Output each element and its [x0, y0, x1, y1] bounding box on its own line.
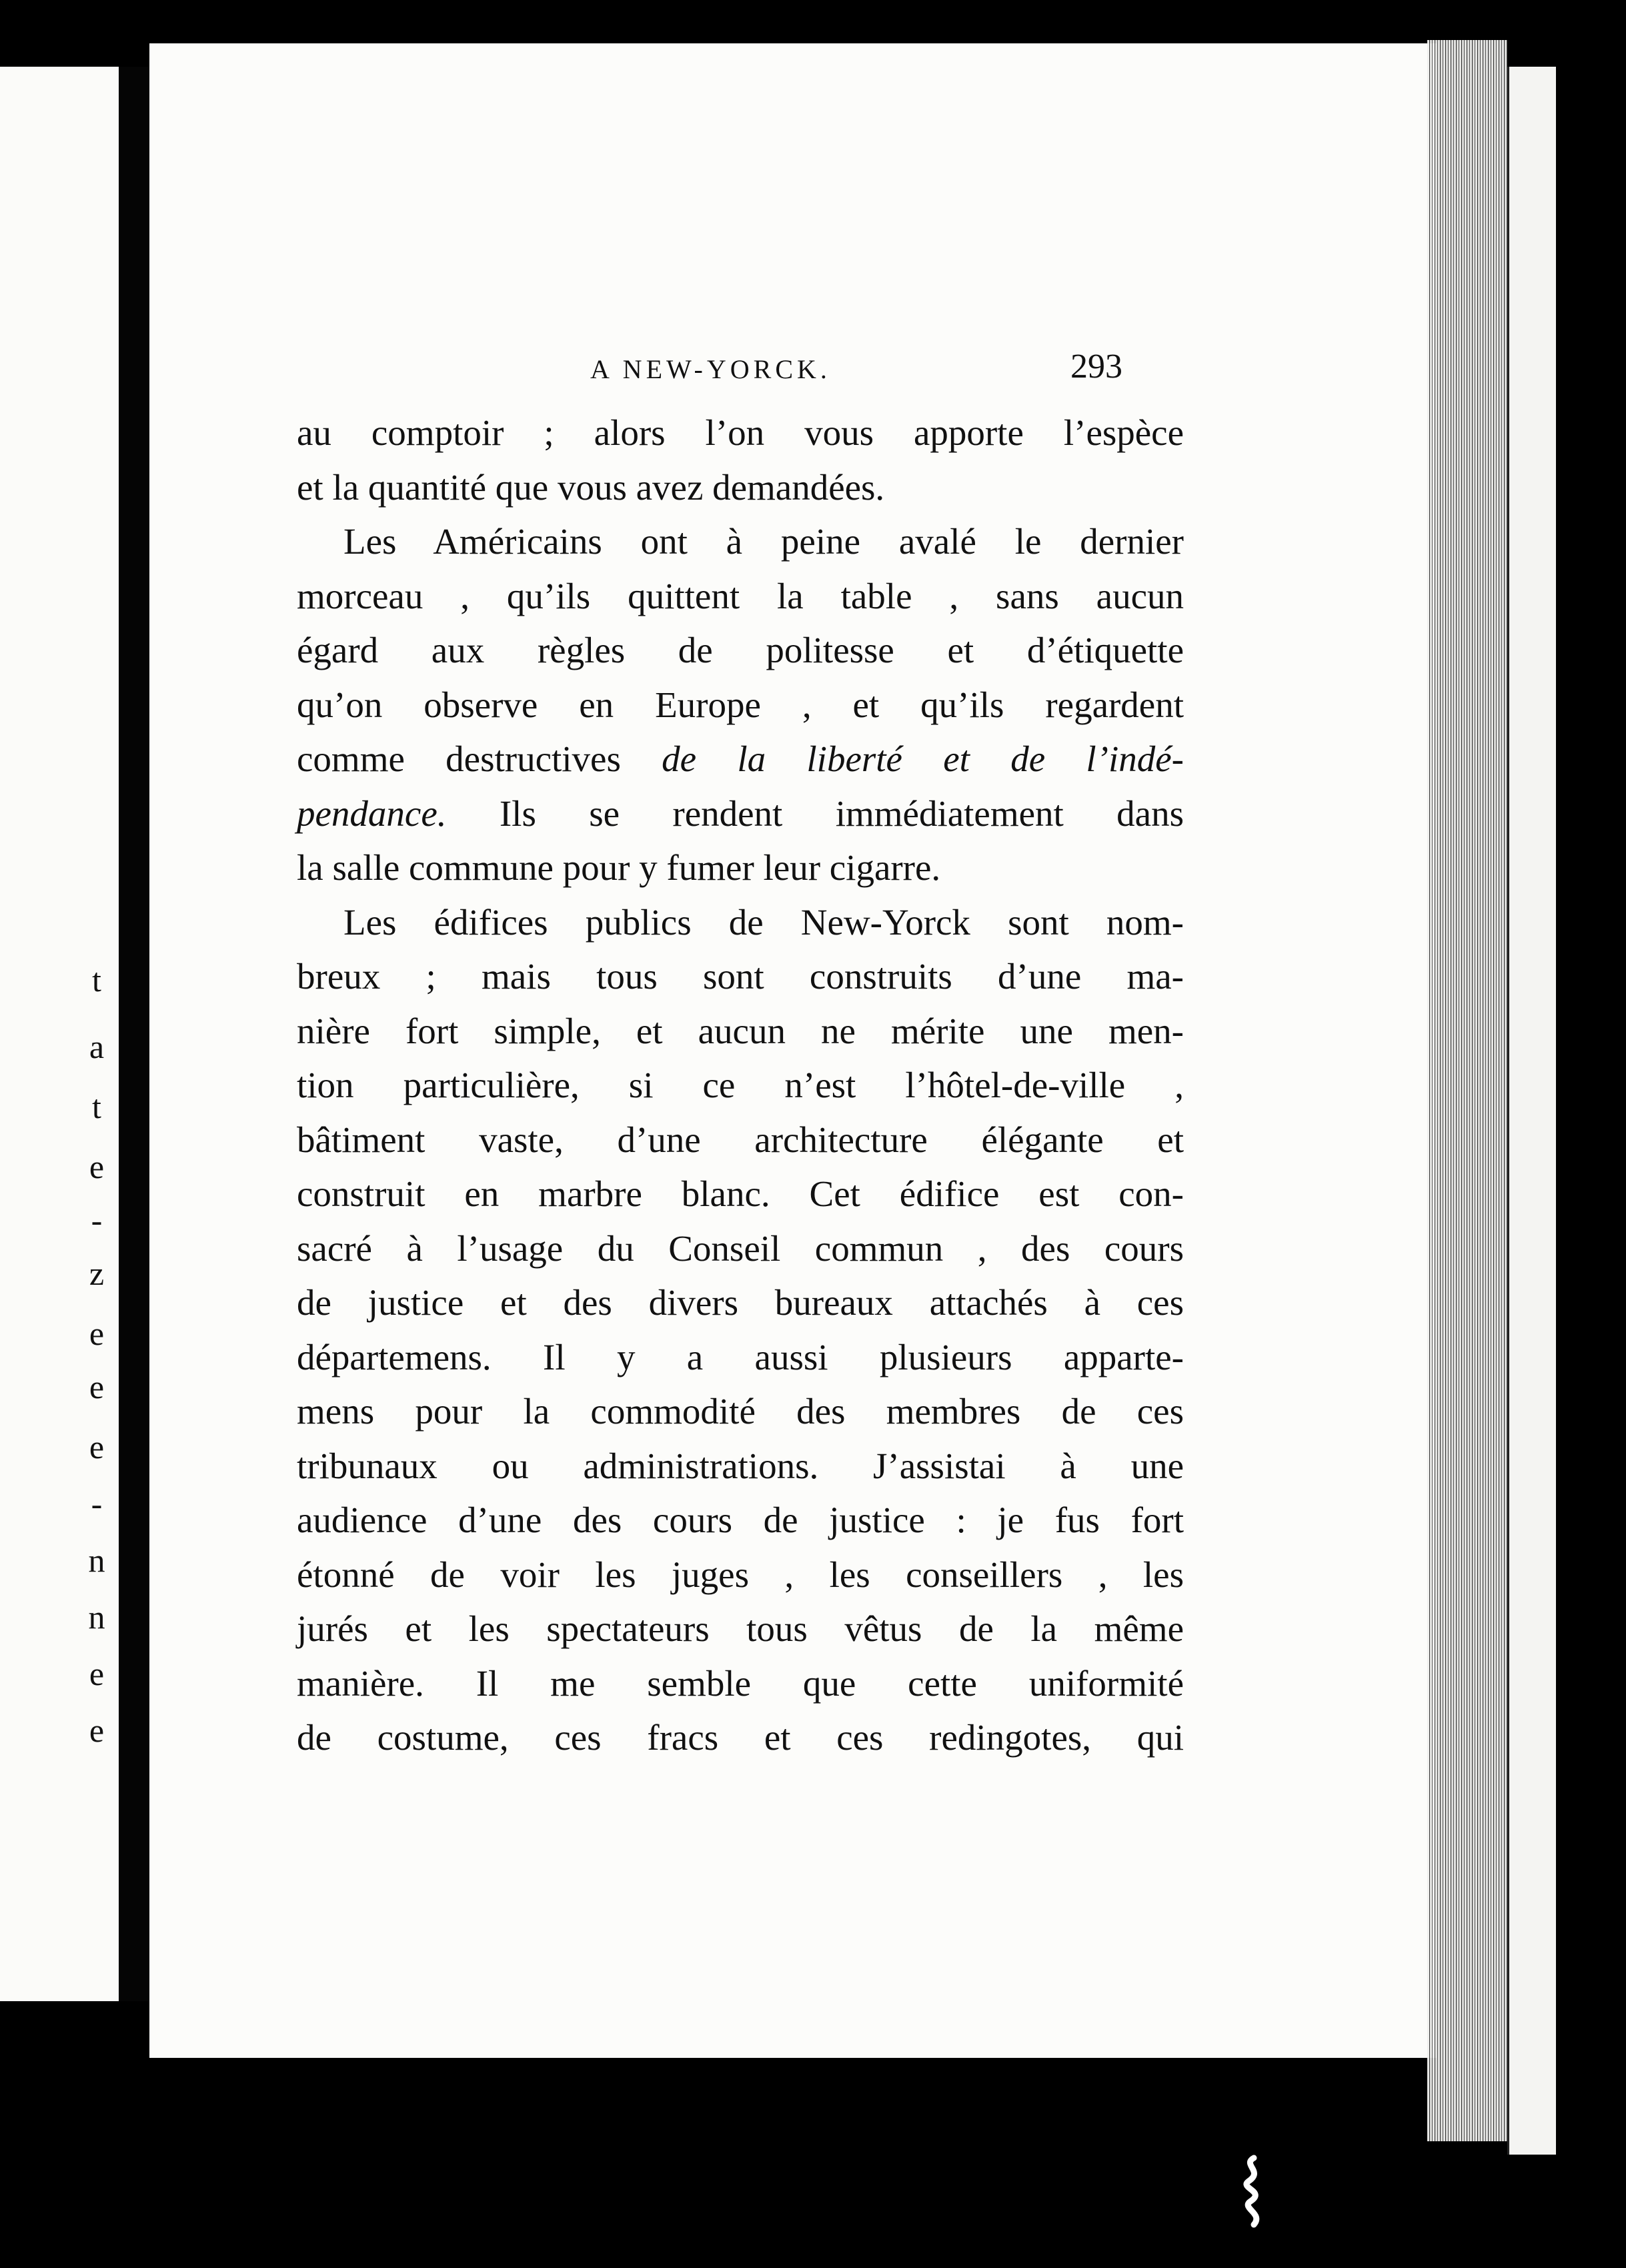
text-segment: tribunaux ou administrations. J’assistai à une [297, 1445, 1184, 1486]
text-segment: au comptoir ; alors l’on vous apporte l’espèce [297, 412, 1184, 453]
text-line [297, 1004, 1184, 1059]
text-segment: manière. Il me semble que cette uniformité [297, 1662, 1184, 1704]
text-segment: mens pour la commodité des membres de ces [297, 1391, 1184, 1432]
left-margin-letter: n [88, 1598, 105, 1636]
text-line [297, 1167, 1184, 1221]
left-margin-letter: - [91, 1485, 103, 1522]
text-segment: Ils se rendent immédiatement dans [446, 792, 1184, 834]
left-margin-letter: e [89, 1655, 105, 1692]
italic-text: de la liberté et de l’indé- [662, 738, 1184, 779]
text-line [297, 460, 1184, 515]
text-line [297, 623, 1184, 678]
text-segment: Les Américains ont à peine avalé le dernier [343, 521, 1184, 562]
text-segment: de costume, ces fracs et ces redingotes, qui [297, 1717, 1184, 1758]
left-margin-letter: n [88, 1542, 105, 1579]
left-margin-letter: a [89, 1028, 105, 1065]
left-margin-letter: e [89, 1428, 105, 1466]
text-line [297, 1330, 1184, 1385]
text-line [297, 1113, 1184, 1167]
text-line [297, 1493, 1184, 1548]
text-segment: jurés et les spectateurs tous vêtus de la même [297, 1608, 1184, 1649]
text-line [297, 678, 1184, 732]
text-line [297, 786, 1184, 841]
back-page-edge [1507, 67, 1556, 2155]
text-segment: Les édifices publics de New-Yorck sont nom- [343, 901, 1184, 943]
text-segment: sacré à l’usage du Conseil commun , des cours [297, 1227, 1184, 1269]
left-margin-letter: t [92, 1088, 101, 1125]
text-segment: morceau , qu’ils quittent la table , sans aucun [297, 575, 1184, 616]
text-line [297, 840, 1184, 895]
text-line [297, 1710, 1184, 1765]
text-segment: égard aux règles de politesse et d’étiquette [297, 630, 1184, 670]
left-margin-letter: e [89, 1315, 105, 1352]
text-line [297, 406, 1184, 460]
running-head: A NEW-YORCK. [590, 354, 831, 384]
left-margin-letter: e [89, 1148, 105, 1185]
left-margin-letter: e [89, 1712, 105, 1749]
left-margin-letter: - [91, 1201, 103, 1239]
book-gutter [119, 67, 149, 2001]
text-line [297, 732, 1184, 786]
text-segment: qu’on observe en Europe , et qu’ils regardent [297, 684, 1184, 725]
text-line [297, 949, 1184, 1004]
page-number: 293 [1070, 348, 1122, 386]
left-facing-page [0, 67, 119, 2001]
page-edges [1427, 40, 1507, 2141]
text-segment: bâtiment vaste, d’une architecture élégante et [297, 1119, 1184, 1160]
text-segment: la salle commune pour y fumer leur cigarre. [297, 847, 941, 888]
text-line [297, 1384, 1184, 1439]
text-segment: comme destructives [297, 738, 662, 779]
text-segment: breux ; mais tous sont construits d’une ma- [297, 956, 1184, 997]
library-stamp-icon [1234, 2155, 1274, 2228]
left-page-edge-text [0, 67, 119, 2001]
text-line [297, 1439, 1184, 1494]
left-margin-letter: t [92, 961, 101, 999]
text-segment: audience d’une des cours de justice : je fus fort [297, 1500, 1184, 1540]
left-margin-letter: e [89, 1368, 105, 1405]
text-line [297, 1656, 1184, 1711]
text-line [297, 514, 1184, 569]
body-text [297, 406, 1184, 1765]
text-segment: nière fort simple, et aucun ne mérite une men- [297, 1010, 1184, 1051]
text-segment: étonné de voir les juges , les conseillers , les [297, 1554, 1184, 1595]
text-line [297, 895, 1184, 950]
text-line [297, 1058, 1184, 1113]
text-line [297, 1548, 1184, 1602]
page-header [293, 347, 1160, 400]
text-line [297, 1602, 1184, 1656]
text-segment: départemens. Il y a aussi plusieurs apparte- [297, 1336, 1184, 1377]
text-segment: et la quantité que vous avez demandées. [297, 466, 885, 508]
text-segment: tion particulière, si ce n’est l’hôtel-de-ville , [297, 1065, 1184, 1105]
text-segment: construit en marbre blanc. Cet édifice est con- [297, 1173, 1184, 1214]
italic-text: pendance. [297, 792, 447, 834]
text-line [297, 1275, 1184, 1330]
text-line [297, 569, 1184, 624]
left-margin-letter: z [89, 1255, 105, 1292]
text-line [297, 1221, 1184, 1276]
text-segment: de justice et des divers bureaux attachés à ces [297, 1282, 1184, 1323]
